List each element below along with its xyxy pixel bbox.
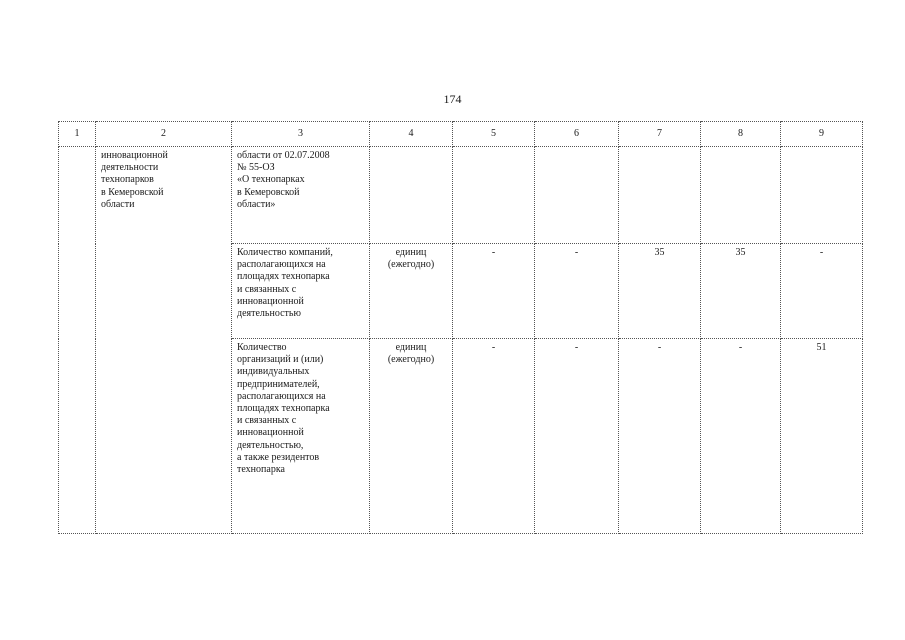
value-cell: - xyxy=(619,339,701,534)
value-cell: - xyxy=(535,244,619,339)
law-reference-text: области от 02.07.2008 № 55-ОЗ «О технопарках в Кемеровской области» xyxy=(237,150,330,210)
value-cell: 35 xyxy=(701,244,781,339)
empty-cell xyxy=(701,147,781,244)
table-row xyxy=(59,147,863,244)
header-cell-7: 7 xyxy=(619,122,701,147)
header-cell-9: 9 xyxy=(781,122,863,147)
page-number: 174 xyxy=(443,92,462,106)
indicators-table xyxy=(58,121,863,534)
law-reference-cell xyxy=(232,147,370,244)
header-cell-3: 3 xyxy=(232,122,370,147)
row-label-text: Количество компаний, располагающихся на площадях технопарка и связанных с инновационной деятельностью xyxy=(237,247,333,320)
row-label-cell xyxy=(232,339,370,534)
empty-cell xyxy=(619,147,701,244)
header-cell-8: 8 xyxy=(701,122,781,147)
header-row xyxy=(59,122,863,147)
unit-cell xyxy=(370,339,453,534)
value-cell: - xyxy=(701,339,781,534)
empty-cell xyxy=(453,147,535,244)
value-cell: - xyxy=(781,244,863,339)
empty-cell xyxy=(781,147,863,244)
header-cell-6: 6 xyxy=(535,122,619,147)
value-cell: 51 xyxy=(781,339,863,534)
unit-text: единиц (ежегодно) xyxy=(387,342,435,366)
header-cell-4: 4 xyxy=(370,122,453,147)
empty-cell xyxy=(535,147,619,244)
value-cell: - xyxy=(453,244,535,339)
value-cell: - xyxy=(453,339,535,534)
row-label-text: Количество организаций и (или) индивидуальных предпринимателей, располагающихся на площадях технопарка и связанных с инновационной деятельностью, а также резидентов технопарка xyxy=(237,342,330,476)
unit-cell xyxy=(370,244,453,339)
unit-text: единиц (ежегодно) xyxy=(387,247,435,271)
indicator-name-text: инновационной деятельности технопарков в Кемеровской области xyxy=(101,150,168,210)
header-cell-5: 5 xyxy=(453,122,535,147)
value-cell: - xyxy=(535,339,619,534)
empty-cell xyxy=(370,147,453,244)
header-cell-1: 1 xyxy=(59,122,96,147)
header-cell-2: 2 xyxy=(96,122,232,147)
number-cell xyxy=(59,147,96,534)
row-label-cell xyxy=(232,244,370,339)
value-cell: 35 xyxy=(619,244,701,339)
indicator-name-cell xyxy=(96,147,232,534)
